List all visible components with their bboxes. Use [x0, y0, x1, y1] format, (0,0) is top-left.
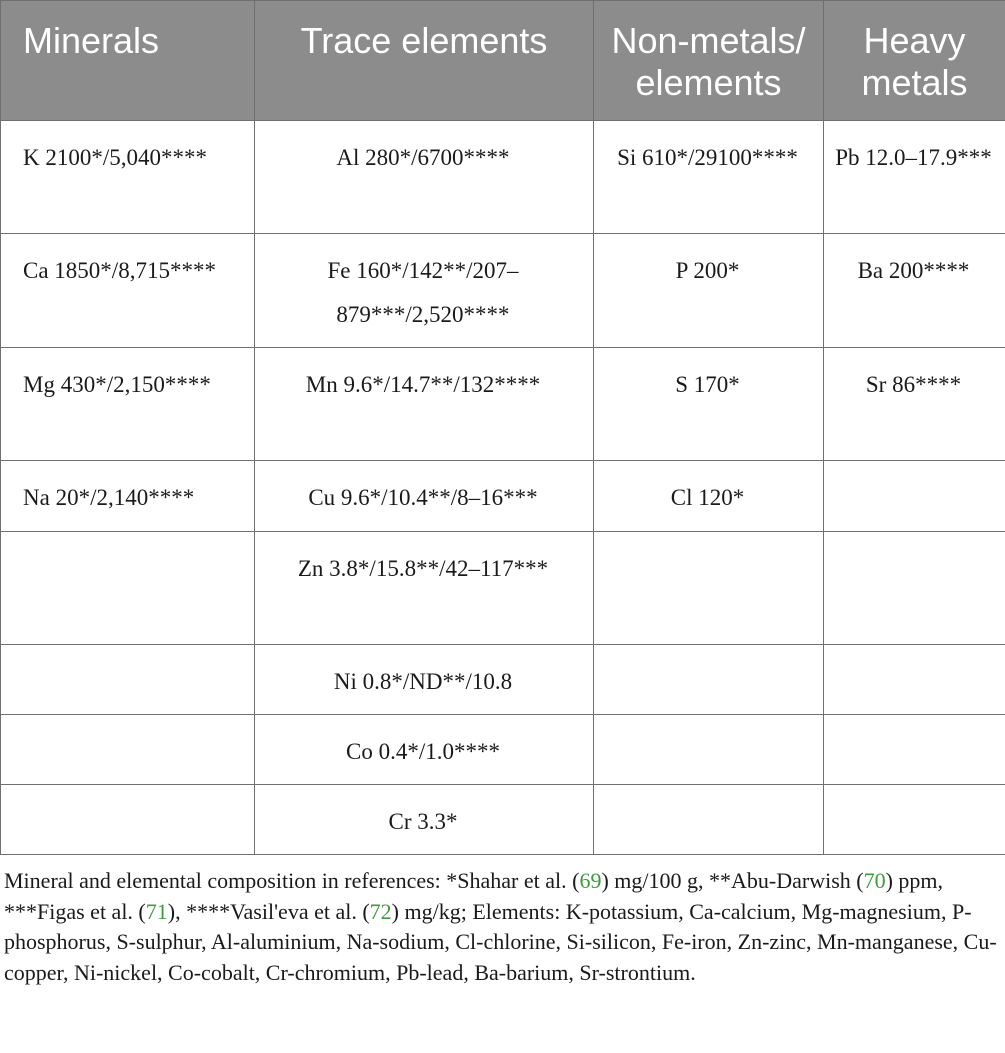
- footnote-text: ) mg/kg; Elements: K-potassium, Ca-calcium, Mg-magnesium, P-phosphorus, S-sulphur, Al-aluminium, Na-sodium, Cl-chlorine, Si-silicon, Fe-iron, Zn-zinc, Mn-manganese, Cu-copper, Ni-nickel, Co-cobalt, Cr-chromium, Pb-lead, Ba-barium, Sr-strontium.: [4, 898, 997, 985]
- table-cell: Mg 430*/2,150****: [1, 348, 255, 461]
- table-cell: [824, 785, 1005, 855]
- table-cell: Cl 120*: [594, 461, 824, 532]
- reference-link[interactable]: 69: [579, 868, 602, 893]
- table-row: [1, 785, 1005, 855]
- reference-link[interactable]: 71: [145, 898, 168, 924]
- table-cell: Co 0.4*/1.0****: [255, 715, 594, 785]
- table-cell: Sr 86****: [824, 348, 1005, 461]
- table-cell: P 200*: [594, 234, 824, 348]
- table-cell: [594, 785, 824, 855]
- table-row: [1, 461, 1005, 532]
- header-non-metals: Non-metals/ elements: [594, 1, 824, 121]
- table-row: [1, 532, 1005, 645]
- header-minerals: Minerals: [1, 1, 255, 121]
- table-cell: Cr 3.3*: [255, 785, 594, 855]
- footnote-text: ) mg/100 g, **Abu-Darwish (: [601, 868, 864, 893]
- header-heavy-metals: Heavy metals: [824, 1, 1005, 121]
- table-cell: Cu 9.6*/10.4**/8–16***: [255, 461, 594, 532]
- table-cell: [824, 461, 1005, 532]
- table-row: [1, 234, 1005, 348]
- table-row: [1, 348, 1005, 461]
- table-cell: [594, 645, 824, 715]
- table-cell: [594, 715, 824, 785]
- table-cell: Ba 200****: [824, 234, 1005, 348]
- table-cell: [1, 532, 255, 645]
- table-cell: Zn 3.8*/15.8**/42–117***: [255, 532, 594, 645]
- table-cell: Ni 0.8*/ND**/10.8: [255, 645, 594, 715]
- table-cell: Al 280*/6700****: [255, 121, 594, 234]
- table-cell: [1, 715, 255, 785]
- footnote-text: Mineral and elemental composition in references: *Shahar et al. (: [4, 868, 580, 893]
- table-cell: K 2100*/5,040****: [1, 121, 255, 234]
- footnote-text: ), ****Vasil'eva et al. (: [167, 898, 370, 924]
- table-cell: [824, 532, 1005, 645]
- table-cell: Ca 1850*/8,715****: [1, 234, 255, 348]
- table-cell: Fe 160*/142**/207–879***/2,520****: [255, 234, 594, 348]
- table-cell: [1, 645, 255, 715]
- table-cell: Na 20*/2,140****: [1, 461, 255, 532]
- table-row: [1, 645, 1005, 715]
- table-cell: [1, 785, 255, 855]
- table-cell: [824, 715, 1005, 785]
- header-row: [1, 1, 1005, 121]
- table-cell: Si 610*/29100****: [594, 121, 824, 234]
- footnote-text: ) ppm, ***Figas et al. (: [4, 868, 944, 924]
- table-cell: S 170*: [594, 348, 824, 461]
- table-cell: [824, 645, 1005, 715]
- table-cell: [594, 532, 824, 645]
- table-row: [1, 121, 1005, 234]
- table-cell: Mn 9.6*/14.7**/132****: [255, 348, 594, 461]
- table-footnote: [4, 866, 1000, 988]
- table-cell: Pb 12.0–17.9***: [824, 121, 1005, 234]
- reference-link[interactable]: 72: [369, 898, 392, 924]
- reference-link[interactable]: 70: [863, 868, 886, 893]
- header-trace-elements: Trace elements: [255, 1, 594, 121]
- table-row: [1, 715, 1005, 785]
